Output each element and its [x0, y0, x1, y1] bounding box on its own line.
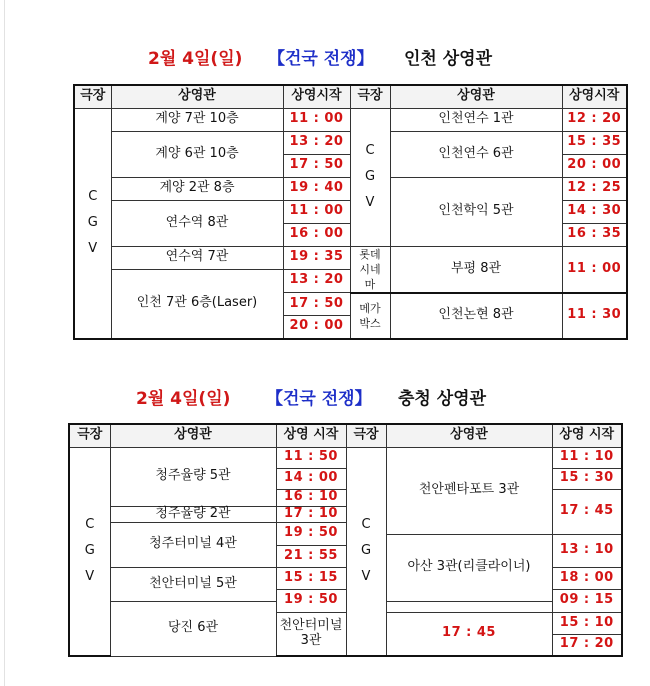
theater-chain: [346, 447, 386, 656]
showtime: 09 : 15: [552, 589, 622, 612]
screen-cell: 인천논현 8관: [390, 293, 562, 339]
showtime: 16 : 00: [283, 223, 350, 246]
showtime: 17 : 45: [552, 489, 622, 534]
header-theater: 극장: [69, 424, 110, 447]
screen-cell: 인천 7관 6층(Laser): [111, 269, 283, 339]
showtime: 21 : 55: [276, 545, 346, 567]
screen-cell: 부평 8관: [390, 246, 562, 293]
header-screen: 상영관: [111, 85, 283, 108]
chungcheong-movie-title: 【건국 전쟁】: [266, 389, 372, 409]
screen-cell: 천안펜타포트 3관: [386, 447, 552, 534]
header-theater: 극장: [346, 424, 386, 447]
showtime: 12 : 25: [562, 177, 627, 200]
chain-label: 메가 박스: [359, 301, 381, 330]
showtime: 17 : 50: [283, 154, 350, 177]
showtime: 19 : 50: [276, 589, 346, 612]
chain-label: C G V: [364, 143, 376, 210]
showtime: 12 : 20: [562, 108, 627, 131]
incheon-movie-title: 【건국 전쟁】: [268, 49, 374, 69]
showtime: 11 : 50: [276, 447, 346, 468]
chain-label: C G V: [84, 517, 95, 585]
showtime: 13 : 10: [552, 534, 622, 567]
showtime: 17 : 20: [552, 634, 622, 656]
showtime: 15 : 30: [552, 468, 622, 489]
header-start: 상영 시작: [552, 424, 622, 447]
screen-cell: 인천연수 1관: [390, 108, 562, 131]
chain-label: C G V: [87, 189, 98, 256]
showtime: 16 : 35: [562, 223, 627, 246]
showtime: 15 : 35: [562, 131, 627, 154]
showtime: 17 : 45: [386, 612, 552, 656]
header-screen: 상영관: [390, 85, 562, 108]
header-theater: 극장: [350, 85, 390, 108]
incheon-heading: [0, 44, 650, 69]
chain-label: 롯데 시네마: [359, 247, 381, 291]
screen-cell: 연수역 8관: [111, 200, 283, 246]
incheon-schedule-table: [73, 84, 628, 340]
showtime: 14 : 30: [562, 200, 627, 223]
theater-chain: [350, 246, 390, 293]
screen-cell: 천안터미널 3관: [276, 612, 346, 656]
showtime: 15 : 15: [276, 567, 346, 589]
screen-cell: 당진 6관: [110, 601, 276, 656]
header-theater: 극장: [74, 85, 111, 108]
screen-cell: 계양 7관 10층: [111, 108, 283, 131]
screen-cell: 인천연수 6관: [390, 131, 562, 177]
screen-cell: 계양 6관 10층: [111, 131, 283, 177]
header-screen: 상영관: [386, 424, 552, 447]
screen-cell: 연수역 7관: [111, 246, 283, 269]
showtime: 11 : 10: [552, 447, 622, 468]
theater-chain: [74, 108, 111, 339]
showtime: 18 : 00: [552, 567, 622, 589]
chungcheong-schedule-table: [68, 423, 623, 657]
header-screen: 상영관: [110, 424, 276, 447]
screen-cell: 아산 3관(리클라이너): [386, 534, 552, 601]
showtime: 11 : 00: [283, 108, 350, 131]
screen-cell: 계양 2관 8층: [111, 177, 283, 200]
showtime: 17 : 10: [276, 506, 346, 522]
page-edge: [4, 0, 5, 686]
screen-cell: 청주터미널 4관: [110, 522, 276, 567]
showtime: 19 : 40: [283, 177, 350, 200]
theater-chain: [69, 447, 110, 656]
header-start: 상영시작: [283, 85, 350, 108]
showtime: 20 : 00: [283, 316, 350, 339]
chungcheong-date: 2월 4일(일): [136, 389, 231, 409]
showtime: 19 : 35: [283, 246, 350, 269]
header-start: 상영시작: [562, 85, 627, 108]
chain-label: C G V: [360, 517, 372, 585]
screen-cell: 청주율량 5관: [110, 447, 276, 506]
showtime: 19 : 50: [276, 522, 346, 545]
incheon-region: 인천 상영관: [404, 49, 493, 69]
theater-chain: [350, 293, 390, 339]
theater-chain: [350, 108, 390, 246]
showtime: 11 : 30: [562, 293, 627, 339]
screen-cell: 천안터미널 5관: [110, 567, 276, 601]
chungcheong-heading: [0, 384, 650, 409]
showtime: 20 : 00: [562, 154, 627, 177]
showtime: 14 : 00: [276, 468, 346, 489]
header-start: 상영 시작: [276, 424, 346, 447]
showtime: 13 : 20: [283, 131, 350, 154]
incheon-date: 2월 4일(일): [148, 49, 243, 69]
showtime: 17 : 50: [283, 293, 350, 316]
screen-cell: 인천학익 5관: [390, 177, 562, 246]
chungcheong-region: 충청 상영관: [398, 389, 487, 409]
showtime: 11 : 00: [562, 246, 627, 293]
showtime: 13 : 20: [283, 269, 350, 293]
showtime: 11 : 00: [283, 200, 350, 223]
showtime: 16 : 10: [276, 489, 346, 506]
showtime: 15 : 10: [552, 612, 622, 634]
screen-cell: 청주율량 2관: [110, 506, 276, 522]
